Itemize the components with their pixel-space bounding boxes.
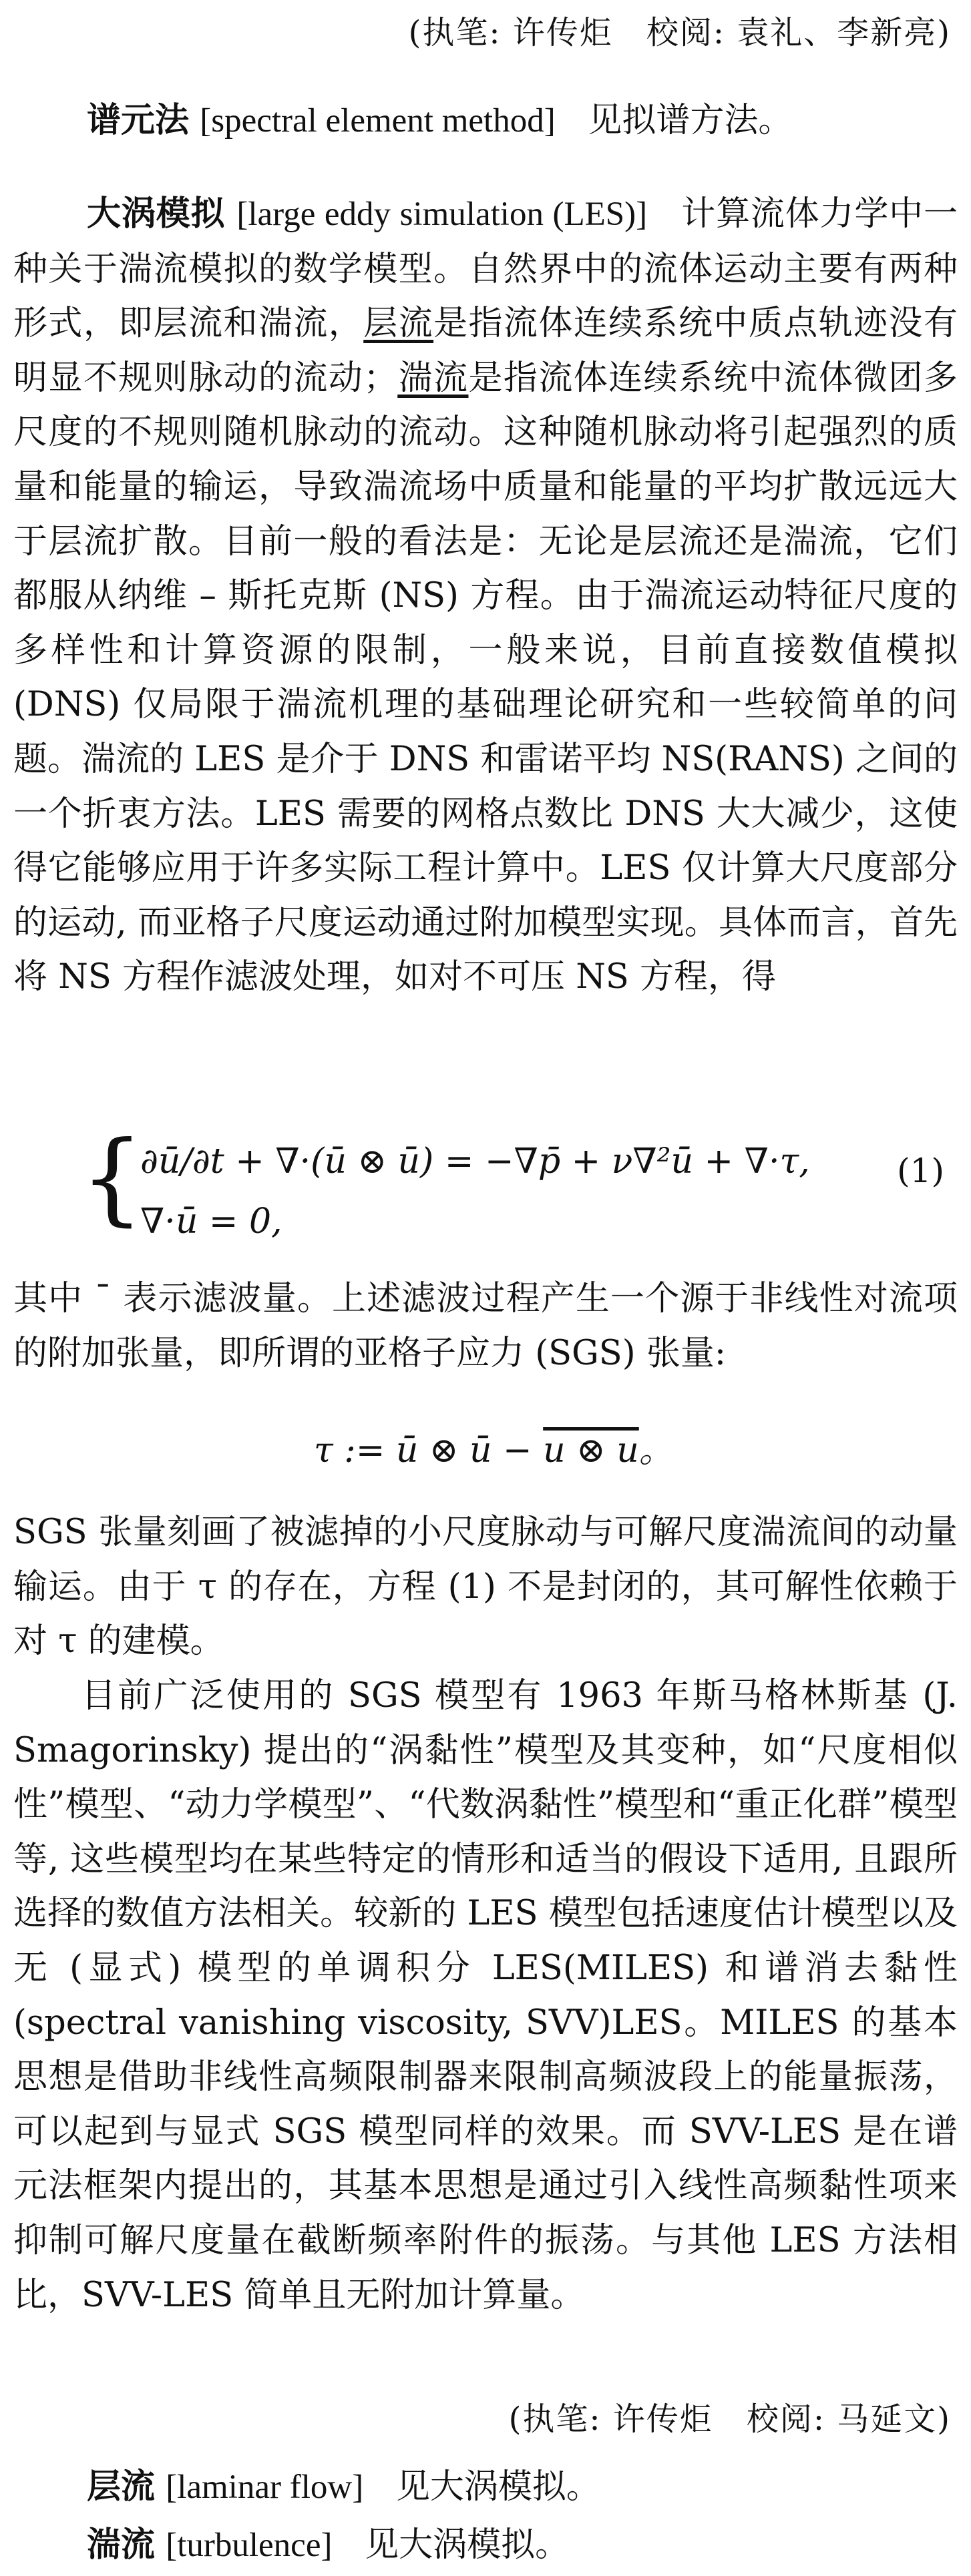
ref-turbulence: 见大涡模拟。 (365, 2525, 570, 2565)
eq1-line2: ∇·ū = 0, (140, 1202, 282, 1242)
entry-spectral (87, 93, 955, 149)
term-spectral: 谱元法 (87, 101, 190, 140)
eq2-part-c: 。 (638, 1431, 674, 1471)
ref-laminar: 见大涡模拟。 (395, 2467, 600, 2507)
term-turbulence: 湍流 (87, 2525, 156, 2565)
english-laminar: [laminar flow] (166, 2469, 364, 2506)
credit-top: (执笔: 许传炬 校阅: 袁礼、李新亮) (408, 14, 951, 51)
underlined-turbulence: 湍流 (397, 358, 469, 398)
eq1-number: (1) (897, 1151, 944, 1190)
eq2-part-a: τ := ū ⊗ ū − (314, 1431, 544, 1471)
les-text-b: 是指流体连续系统中质点轨迹没有明显不规则脉动的流动； (13, 304, 958, 398)
term-les: 大涡模拟 (87, 194, 226, 234)
entry-laminar (87, 2460, 955, 2515)
entry-turbulence (87, 2518, 955, 2573)
eq2-part-b: u ⊗ u (543, 1431, 639, 1471)
ref-spectral: 见拟谱方法。 (588, 101, 793, 140)
english-les: [large eddy simulation (LES)] (236, 196, 648, 233)
les-sgs-paragraph: SGS 张量刻画了被滤掉的小尺度脉动与可解尺度湍流间的动量输运。由于 τ 的存在，方程 (1) 不是封闭的，其可解性依赖于对 τ 的建模。 (13, 1513, 958, 1661)
les-models-paragraph: 目前广泛使用的 SGS 模型有 1963 年斯马格林斯基 (J. Smagorinsky) 提出的“涡黏性”模型及其变种，如“尺度相似性”模型、“动力学模型”、“代数涡黏性”模型和“重正化群”模型等, 这些模型均在某些特定的情形和适当的假设下适用, 且跟所选择的数值方法相关。较新的 LES 模型包括速度估计模型以及无 (显式) 模型的单调积分 LES(MILES) 和谱消去黏性 (spectral vanishing viscosity, SVV)LES。MILES 的基本思想是借助非线性高频限制器来限制高频波段上的能量振荡，可以起到与显式 SGS 模型同样的效果。而 SVV-LES 是在谱元法框架内提出的，其基本思想是通过引入线性高频黏性项来抑制可解尺度量在截断频率附件的振荡。与其他 LES 方法相比，SVV-LES 简单且无附加计算量。 (13, 1676, 958, 2315)
term-laminar: 层流 (87, 2467, 156, 2507)
entry-les (13, 187, 958, 1005)
underlined-laminar: 层流 (363, 304, 434, 344)
brace-icon: { (80, 1120, 144, 1236)
eq1-line1: ∂ū/∂t + ∇·(ū ⊗ ū) = −∇p̄ + ν∇²ū + ∇·τ, (140, 1141, 810, 1182)
credit-bottom: (执笔: 许传炬 校阅: 马延文) (508, 2400, 951, 2438)
equation-2 (314, 1422, 674, 1472)
english-turbulence: [turbulence] (166, 2527, 333, 2564)
les-text-a: 计算流体力学中一种关于湍流模拟的数学模型。自然界中的流体运动主要有两种形式，即层流和湍流， (13, 194, 958, 344)
les-text-c: 是指流体连续系统中流体微团多尺度的不规则随机脉动的流动。这种随机脉动将引起强烈的质量和能量的输运，导致湍流场中质量和能量的平均扩散远远大于层流扩散。目前一般的看法是：无论是层流还是湍流，它们都服从纳维 – 斯托克斯 (NS) 方程。由于湍流运动特征尺度的多样性和计算资源的限制，一般来说，目前直接数值模拟 (DNS) 仅局限于湍流机理的基础理论研究和一些较简单的问题。湍流的 LES 是介于 DNS 和雷诺平均 NS(RANS) 之间的一个折衷方法。LES 需要的网格点数比 DNS 大大减少，这使得它能够应用于许多实际工程计算中。LES 仅计算大尺度部分的运动, 而亚格子尺度运动通过附加模型实现。具体而言，首先将 NS 方程作滤波处理，如对不可压 NS 方程，得 (13, 358, 958, 997)
english-spectral: [spectral element method] (200, 102, 556, 140)
equation-1 (80, 1120, 882, 1255)
les-filter-paragraph: 其中 ¯ 表示滤波量。上述滤波过程产生一个源于非线性对流项的附加张量，即所谓的亚格子应力 (SGS) 张量: (13, 1279, 958, 1373)
